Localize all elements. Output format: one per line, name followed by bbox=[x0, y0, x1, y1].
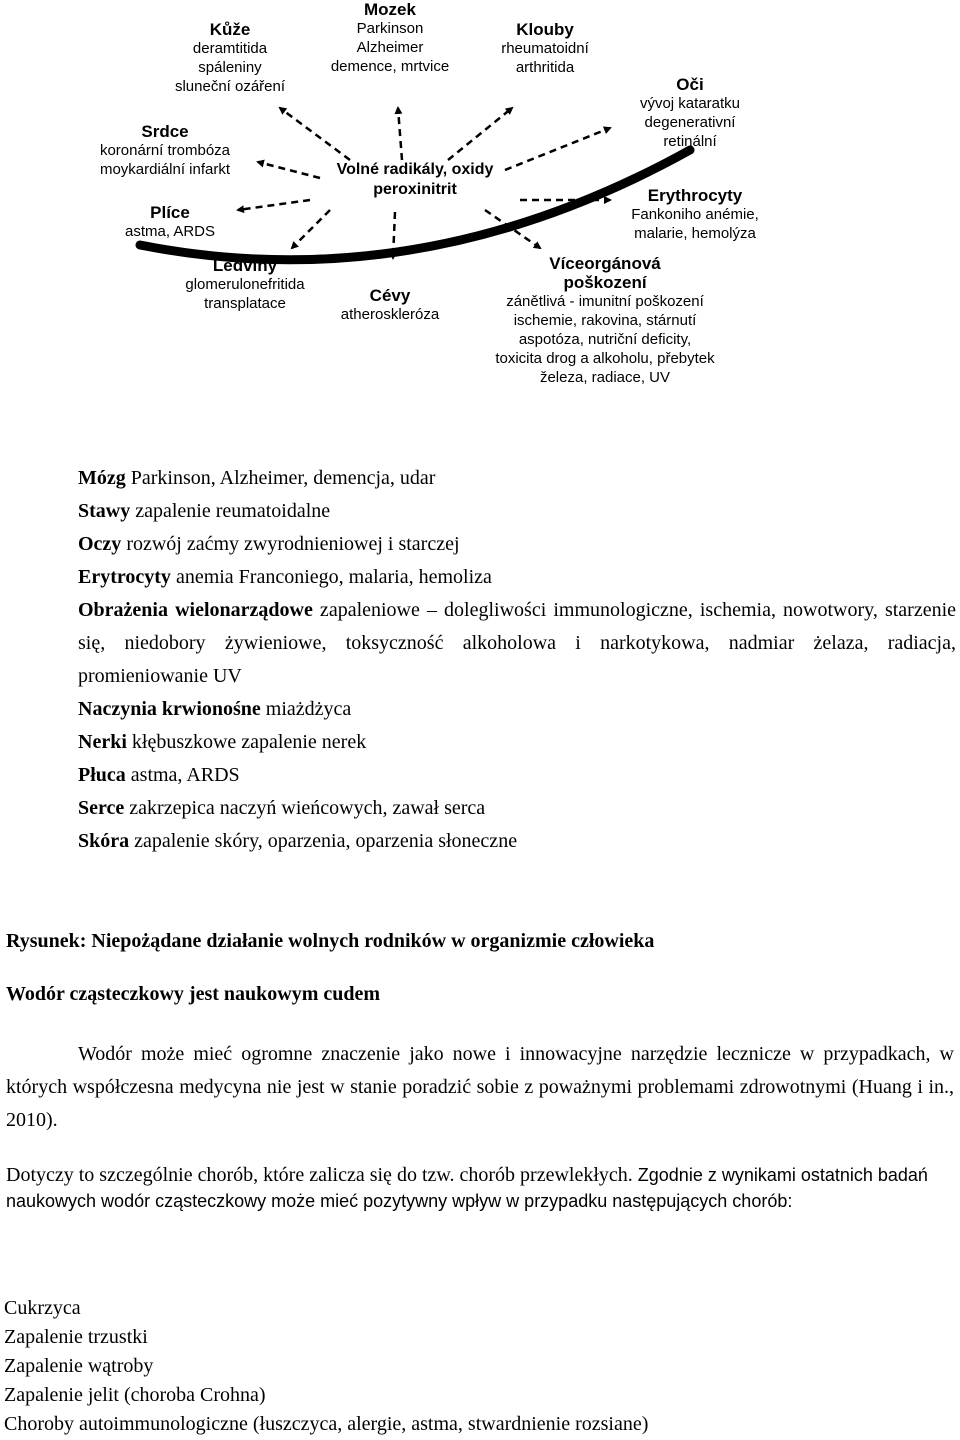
organ-term: Oczy bbox=[78, 533, 122, 555]
node-line: deramtitida bbox=[192, 40, 268, 57]
arrow-klouby bbox=[448, 108, 512, 160]
list-item bbox=[78, 792, 956, 825]
node-ledviny bbox=[165, 256, 325, 313]
node-kuze bbox=[160, 20, 300, 96]
node-line: astma, ARDS bbox=[124, 223, 216, 240]
node-oci bbox=[620, 75, 760, 151]
node-plice bbox=[110, 203, 230, 241]
node-title: Cévy bbox=[369, 286, 411, 305]
organ-term: Naczynia krwionośne bbox=[78, 698, 261, 720]
paragraph-2-sans: Zgodnie z wynikami ostatnich badań naukowych wodór cząsteczkowy może mieć pozytywny wpływ w przypadku następujących chorób: bbox=[6, 1165, 928, 1211]
node-line: toxicita drog a alkoholu, přebytek bbox=[495, 350, 715, 367]
list-item bbox=[78, 726, 956, 759]
node-line: degenerativní bbox=[644, 114, 736, 131]
list-item bbox=[78, 759, 956, 792]
node-line: rheumatoidní bbox=[501, 40, 589, 57]
list-item bbox=[78, 561, 956, 594]
organ-desc: anemia Franconiego, malaria, hemoliza bbox=[170, 566, 492, 588]
list-item bbox=[78, 825, 956, 858]
arrow-kuze bbox=[280, 108, 350, 160]
node-line: malarie, hemolýza bbox=[634, 225, 756, 242]
node-line: Parkinson bbox=[356, 20, 424, 37]
node-line: arthritida bbox=[515, 59, 575, 76]
list-item: Cukrzyca bbox=[4, 1297, 81, 1319]
node-title: Kůže bbox=[209, 20, 251, 39]
node-line: aspotóza, nutriční deficity, bbox=[518, 331, 692, 348]
node-line: koronární trombóza bbox=[99, 142, 231, 159]
node-title-2: poškození bbox=[563, 273, 647, 292]
arrow-mozek bbox=[398, 108, 402, 160]
node-line: retinální bbox=[663, 133, 717, 150]
list-item bbox=[78, 462, 956, 495]
organ-term: Erytrocyty bbox=[78, 566, 171, 588]
organ-term: Skóra bbox=[78, 830, 130, 852]
node-title: Srdce bbox=[141, 122, 189, 141]
node-title: Víceorgánová bbox=[549, 254, 661, 273]
organ-term: Nerki bbox=[78, 731, 127, 753]
organ-desc: Parkinson, Alzheimer, demencja, udar bbox=[125, 467, 436, 489]
arrow-ledviny bbox=[292, 210, 330, 248]
center-label bbox=[300, 160, 530, 200]
free-radicals-diagram bbox=[0, 0, 960, 410]
paragraph-1-text: Wodór może mieć ogromne znaczenie jako nowe i innowacyjne narzędzie lecznicze w przypadkach, w których współczesna medycyna nie jest w stanie poradzić sobie z poważnymi problemami zdrowotnymi (Huang i in., 2010). bbox=[6, 1043, 954, 1131]
list-item bbox=[78, 693, 956, 726]
organ-desc: zapalenie skóry, oparzenia, oparzenia słoneczne bbox=[129, 830, 518, 852]
list-item bbox=[78, 594, 956, 693]
node-line: Fankoniho anémie, bbox=[631, 206, 759, 223]
node-klouby bbox=[485, 20, 605, 77]
node-srdce bbox=[80, 122, 250, 179]
paragraph-2 bbox=[6, 1162, 954, 1214]
node-line: vývoj kataratku bbox=[639, 95, 741, 112]
node-title: Mozek bbox=[364, 0, 416, 19]
node-line: atheroskleróza bbox=[340, 306, 440, 323]
figure-caption: Rysunek: Niepożądane działanie wolnych rodników w organizmie człowieka bbox=[6, 930, 655, 952]
node-title: Oči bbox=[676, 75, 704, 94]
organ-desc: rozwój zaćmy zwyrodnieniowej i starczej bbox=[121, 533, 460, 555]
paragraph-2-serif: Dotyczy to szczególnie chorób, które zalicza się do tzw. chorób przewlekłych. bbox=[6, 1164, 633, 1186]
node-line: spáleniny bbox=[198, 59, 262, 76]
list-item bbox=[78, 495, 956, 528]
organ-desc: zapalenie reumatoidalne bbox=[130, 500, 331, 522]
node-title: Ledviny bbox=[212, 256, 278, 275]
node-mozek bbox=[320, 0, 460, 76]
organ-desc: miażdżyca bbox=[260, 698, 352, 720]
organ-desc: astma, ARDS bbox=[125, 764, 240, 786]
list-item: Zapalenie jelit (choroba Crohna) bbox=[4, 1384, 266, 1406]
organ-term: Płuca bbox=[78, 764, 126, 786]
section-heading: Wodór cząsteczkowy jest naukowym cudem bbox=[6, 983, 381, 1005]
organ-term: Serce bbox=[78, 797, 125, 819]
organ-desc: zapaleniowe – dolegliwości immunologiczne, ischemia, nowotwory, starzenie się, niedobory żywieniowe, toksyczność alkoholowa i narkotykowa, nadmiar żelaza, radiacja, promieniowanie UV bbox=[78, 599, 957, 687]
node-line: moykardiální infarkt bbox=[99, 161, 231, 178]
organ-desc: zakrzepica naczyń wieńcowych, zawał serca bbox=[124, 797, 486, 819]
disease-list bbox=[4, 1294, 648, 1439]
organ-term: Mózg bbox=[78, 467, 126, 489]
node-line: železa, radiace, UV bbox=[539, 369, 671, 386]
node-viceorganova bbox=[465, 254, 745, 387]
node-title: Plíce bbox=[150, 203, 190, 222]
organ-effects-list bbox=[78, 462, 956, 858]
organ-term: Stawy bbox=[78, 500, 131, 522]
list-item: Zapalenie trzustki bbox=[4, 1326, 148, 1348]
center-line-1: Volné radikály, oxidy bbox=[336, 161, 494, 178]
node-title: Erythrocyty bbox=[647, 186, 743, 205]
organ-desc: kłębuszkowe zapalenie nerek bbox=[126, 731, 367, 753]
node-line: ischemie, rakovina, stárnutí bbox=[513, 312, 697, 329]
node-line: demence, mrtvice bbox=[330, 58, 450, 75]
node-line: Alzheimer bbox=[356, 39, 424, 56]
node-line: zánětlivá - imunitní poškození bbox=[506, 293, 704, 310]
node-title: Klouby bbox=[516, 20, 574, 39]
list-item: Zapalenie wątroby bbox=[4, 1355, 154, 1377]
node-erythrocyty bbox=[615, 186, 775, 243]
list-item: Choroby autoimmunologiczne (łuszczyca, alergie, astma, stwardnienie rozsiane) bbox=[4, 1413, 649, 1435]
list-item bbox=[78, 528, 956, 561]
node-cevy bbox=[320, 286, 460, 324]
organ-term: Obrażenia wielonarządowe bbox=[78, 599, 313, 621]
node-line: transplatace bbox=[204, 295, 286, 312]
center-line-2: peroxinitrit bbox=[373, 181, 457, 198]
arrow-plice bbox=[238, 200, 310, 210]
node-line: sluneční ozáření bbox=[174, 78, 286, 95]
node-line: glomerulonefritida bbox=[185, 276, 305, 293]
paragraph-1 bbox=[6, 1038, 954, 1137]
